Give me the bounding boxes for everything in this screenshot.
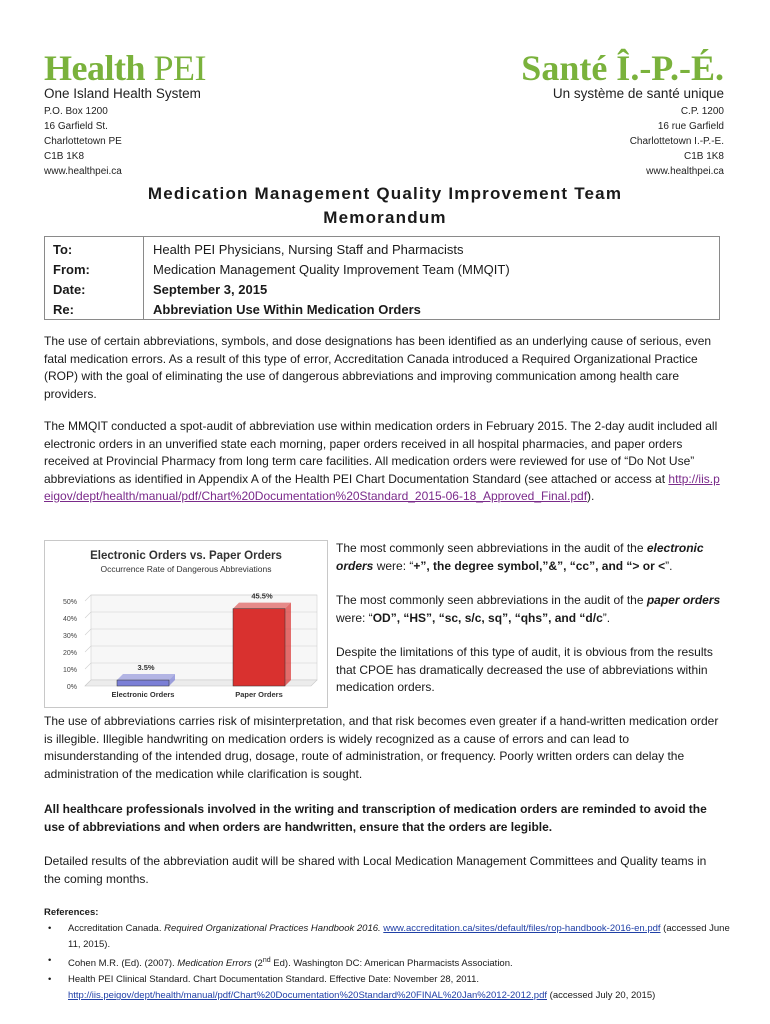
gridline-depth [85, 612, 91, 618]
logo-wordmark: Health PEI [44, 48, 206, 88]
memo-header-table [44, 236, 720, 320]
bar [117, 680, 169, 686]
bullet: • [48, 974, 52, 986]
y-tick-label: 50% [62, 599, 77, 606]
note-text: ”. [665, 558, 673, 573]
note-emphasis: electronic orders [336, 541, 704, 573]
reference-item [48, 921, 734, 953]
re-label: Re: [53, 302, 74, 317]
references-section [44, 905, 734, 1004]
paper-abbreviation-list: OD”, “HS”, “sc, s/c, sq”, “qhs”, and “d/c [372, 610, 603, 625]
paragraph-results: Detailed results of the abbreviation audit will be shared with Local Medication Management Committees and Quality teams in the coming months. [44, 854, 707, 886]
y-tick-label: 30% [62, 633, 77, 640]
address-english [44, 104, 122, 179]
paragraph-audit [44, 418, 726, 506]
references-heading: References: [44, 907, 99, 918]
bar-data-label: 45.5% [251, 591, 273, 601]
y-tick-label: 10% [62, 667, 77, 674]
gridline-depth [85, 595, 91, 601]
accreditation-link[interactable]: www.accreditation.ca/sites/default/files/rop-handbook-2016-en.pdf [383, 923, 661, 934]
ref-text: Accreditation Canada. [68, 923, 165, 934]
from-value: Medication Management Quality Improvement Team (MMQIT) [153, 262, 510, 277]
ref-sup: nd [262, 957, 271, 964]
table-divider [143, 237, 144, 319]
logo-tagline: One Island Health System [44, 86, 201, 101]
paragraph-risk: The use of abbreviations carries risk of misinterpretation, and that risk becomes even greater if a hand-written medication order is illegible. Illegible handwriting on medication orders is widely recognized as a cause of errors and can lead to misunderstanding of the intended drug, dosage, route of administration, or frequency. Poorly written orders can delay the administration of the medication while clarification is sought. [44, 714, 719, 781]
chart-svg [45, 541, 327, 707]
ref-title: Required Organizational Practices Handbook 2016. [164, 923, 381, 934]
audit-chart [44, 540, 328, 708]
to-value: Health PEI Physicians, Nursing Staff and Pharmacists [153, 242, 464, 257]
address-line: P.O. Box 1200 [44, 106, 108, 117]
chart-standard-link[interactable]: http://iis.peigov/dept/health/manual/pdf/Chart%20Documentation%20Standard_2015-06-18_Approved_Final.pdf [44, 471, 720, 503]
note-text: were: “ [373, 558, 414, 573]
note-emphasis: paper orders [646, 593, 721, 607]
ref-text: Cohen M.R. (Ed). (2007). [68, 958, 178, 970]
chart-standard-2012-link[interactable]: http://iis.peigov/dept/health/manual/pdf/Chart%20Documentation%20Standard%20FINAL%20Jan%2012-2012.pdf [68, 990, 548, 1002]
ref-text: (accessed July 20, 2015) [547, 990, 656, 1002]
address-line: 16 Garfield St. [44, 121, 108, 132]
address-line: Charlottetown PE [44, 136, 122, 147]
memo-values [153, 240, 510, 320]
website-link[interactable]: www.healthpei.ca [646, 166, 724, 177]
electronic-orders-note [336, 540, 728, 575]
x-tick-label: Electronic Orders [111, 690, 175, 699]
paragraph-reminder: All healthcare professionals involved in the writing and transcription of medication orders are reminded to avoid the use of abbreviations and when orders are handwritten, ensure that the orders are legible. [44, 802, 707, 834]
sante-ipe-logo [521, 50, 724, 101]
bar-side [285, 603, 291, 686]
chart-title: Electronic Orders vs. Paper Orders [90, 550, 282, 562]
reference-item [48, 972, 734, 1004]
chart-subtitle: Occurrence Rate of Dangerous Abbreviations [100, 564, 272, 574]
gridline-depth [85, 646, 91, 652]
title-line-2: Memorandum [323, 208, 447, 227]
memo-labels [53, 240, 90, 320]
audit-text-end: ). [587, 489, 595, 503]
ref-text: Ed). Washington DC: American Pharmacists Association. [270, 958, 513, 970]
bar-top [117, 674, 175, 680]
re-value: Abbreviation Use Within Medication Orders [153, 302, 421, 317]
memo-title [0, 182, 770, 230]
from-label: From: [53, 262, 90, 277]
health-pei-logo [44, 50, 206, 101]
note-text: ”. [602, 610, 611, 625]
y-tick-label: 20% [62, 650, 77, 657]
ref-title: Medication Errors [177, 958, 252, 970]
x-tick-label: Paper Orders [235, 690, 283, 699]
paragraph-intro: The use of certain abbreviations, symbols, and dose designations has been identified as an underlying cause of serious, even fatal medication errors. As a result of this type of error, Accreditation Canada introduced a Required Organizational Practice (ROP) with the goal of eliminating the use of dangerous abbreviations and improving communication among health care providers. [44, 334, 712, 401]
address-line: C1B 1K8 [44, 151, 85, 162]
address-line: 16 rue Garfield [657, 121, 724, 132]
y-tick-label: 0% [66, 684, 77, 691]
bullet: • [48, 955, 52, 966]
date-value: September 3, 2015 [153, 282, 268, 297]
address-line: C1B 1K8 [683, 151, 724, 162]
address-line: C.P. 1200 [680, 106, 724, 117]
title-line-1: Medication Management Quality Improvement Team [147, 184, 623, 203]
cpoe-conclusion: Despite the limitations of this type of audit, it is obvious from the results that CPOE has dramatically decreased the use of abbreviations within medication orders. [336, 645, 713, 694]
gridline-depth [85, 663, 91, 669]
logo-tagline-fr: Un système de santé unique [552, 86, 724, 101]
ref-text: (accessed June 11, 2015). [68, 923, 730, 950]
bar [233, 609, 285, 686]
note-text: The most commonly seen abbreviations in the audit of the [336, 541, 647, 555]
audit-text: The MMQIT conducted a spot-audit of abbreviation use within medication orders in February 2015. The 2-day audit included all electronic orders in an unverified state each morning, paper orders received in all hospital pharmacies, and paper orders received at Provincial Pharmacy from long term care facilities. All medication orders were reviewed for use of “Do Not Use” abbreviations as identified in Appendix A of the Health PEI Chart Documentation Standard (see attached or access at [44, 419, 718, 486]
address-line: Charlottetown I.-P.-E. [629, 136, 724, 147]
ref-text: Health PEI Clinical Standard. Chart Documentation Standard. Effective Date: November 28, 2011. [68, 974, 480, 986]
y-tick-label: 40% [62, 616, 77, 623]
bar-top [233, 603, 291, 609]
electronic-abbreviation-list: +”, the degree symbol,”&”, “cc”, and “> or < [413, 558, 666, 573]
logo-wordmark-fr: Santé Î.-P.-É. [521, 48, 724, 88]
gridline-depth [85, 629, 91, 635]
bullet: • [48, 923, 52, 934]
date-label: Date: [53, 282, 86, 297]
address-french [630, 104, 724, 179]
to-label: To: [53, 242, 73, 257]
note-text: The most commonly seen abbreviations in the audit of the [336, 593, 647, 607]
bar-data-label: 3.5% [137, 663, 155, 673]
reference-item [48, 953, 734, 972]
references-list [44, 921, 734, 1004]
note-text: were: “ [336, 610, 373, 625]
ref-text: (2 [251, 958, 263, 970]
website-link[interactable]: www.healthpei.ca [44, 166, 122, 177]
paper-orders-note [336, 592, 728, 627]
